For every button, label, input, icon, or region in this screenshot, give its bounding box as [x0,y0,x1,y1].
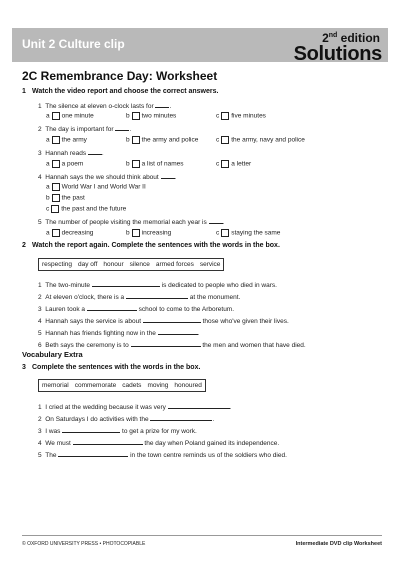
option-letter: a [46,160,50,168]
option-letter: c [216,112,220,120]
word-box [38,258,224,271]
answer-blank[interactable] [131,340,201,347]
checkbox[interactable] [221,112,229,120]
option-text: staying the same [231,229,281,237]
option-letter: b [46,194,50,202]
checkbox[interactable] [52,194,60,202]
checkbox[interactable] [132,160,140,168]
sentence-start: The two-minute [45,282,91,289]
option-text: a list of names [141,160,184,168]
item-number: 5 [38,452,42,459]
sentence-5 [38,450,287,459]
question-number: 3 [38,150,42,157]
sentence-start: Beth says the ceremony is to [45,342,129,349]
checkbox[interactable] [52,112,60,120]
option-a[interactable] [46,160,83,168]
word-item: day off [78,261,98,268]
option-a[interactable] [46,229,93,237]
option-letter: a [46,229,50,237]
checkbox[interactable] [51,205,59,213]
answer-blank[interactable] [161,172,175,179]
item-number: 2 [38,294,42,301]
answer-blank[interactable] [92,280,160,287]
answer-blank[interactable] [168,402,230,409]
sentence-4 [38,316,289,325]
sentence-start: Lauren took a [45,306,86,313]
edition-suffix: nd [328,32,338,39]
question-text: The number of people visiting the memorial each year is [45,219,207,226]
sentence-3 [38,304,234,313]
brand-logo: Solutions [293,43,382,65]
exercise-number: 2 [22,242,26,249]
question-text: The silence at eleven o-clock lasts for [45,103,154,110]
option-letter: a [46,136,50,144]
exercise-instruction: Watch the video report and choose the correct answers. [32,88,219,95]
sentence-start: On Saturdays I do activities with the [45,416,149,423]
sentence-2 [38,292,240,301]
option-text: World War I and World War II [61,183,146,191]
sentence-start: The [45,452,57,459]
word-item: honour [103,261,124,268]
word-item: moving [147,382,169,389]
exercise-number: 1 [22,88,26,95]
answer-blank[interactable] [150,414,215,423]
word-item: silence [129,261,150,268]
answer-blank[interactable] [62,426,120,433]
answer-blank[interactable] [209,217,223,224]
sentence-start: We must [45,440,71,447]
exercise-1-heading [22,88,218,95]
item-number: 3 [38,428,42,435]
option-letter: c [216,160,220,168]
footer-divider [22,535,382,536]
option-text: one minute [61,112,94,120]
item-number: 4 [38,440,42,447]
sentence-end: to get a prize for my work. [122,428,197,435]
option-a[interactable] [46,112,94,120]
item-number: 1 [38,404,42,411]
sentence-end: the men and women that have died. [202,342,306,349]
question-5 [38,217,224,226]
sentence-end: in the town centre reminds us of the soldiers who died. [130,452,287,459]
option-c[interactable] [46,205,126,213]
item-number: 3 [38,306,42,313]
option-letter: b [126,112,130,120]
question-end: . [169,103,172,110]
answer-blank[interactable] [73,438,143,445]
header-bar [12,28,388,65]
checkbox[interactable] [52,136,60,144]
sentence-3 [38,426,197,435]
sentence-start: Hannah says the service is about [45,318,141,325]
item-number: 1 [38,282,42,289]
sentence-6 [38,340,306,349]
exercise-instruction: Complete the sentences with the words in the box. [32,364,201,371]
option-text: the army, navy and police [231,136,305,144]
option-text: the army and police [141,136,199,144]
option-c[interactable] [216,136,305,144]
option-text: the army [61,136,87,144]
checkbox[interactable] [132,229,140,237]
answer-blank[interactable] [158,328,198,335]
sentence-5 [38,328,199,337]
answer-blank[interactable] [88,148,102,155]
question-text: Hannah says the we should think about [45,174,159,181]
option-b[interactable] [126,229,171,237]
answer-blank[interactable] [115,124,132,133]
answer-blank[interactable] [155,101,172,110]
sentence-start: Hannah has friends fighting now in the [45,330,156,337]
answer-blank[interactable] [126,292,188,299]
sentence-start: I cried at the wedding because it was very [45,404,166,411]
option-letter: c [216,229,220,237]
sentence-end: . [229,404,232,411]
item-number: 4 [38,318,42,325]
option-b[interactable] [126,112,176,120]
option-text: decreasing [61,229,94,237]
question-text: Hannah reads [45,150,87,157]
word-item: honoured [174,382,202,389]
sentence-1 [38,402,232,411]
checkbox[interactable] [52,160,60,168]
checkbox[interactable] [132,112,140,120]
question-4 [38,172,176,181]
sentence-end: is dedicated to people who died in wars. [161,282,277,289]
checkbox[interactable] [221,136,229,144]
vocabulary-extra-heading: Vocabulary Extra [22,350,83,359]
option-letter: a [46,183,50,191]
checkbox[interactable] [52,183,60,191]
option-b[interactable] [126,160,184,168]
option-letter: a [46,112,50,120]
copyright-note: © OXFORD UNIVERSITY PRESS • PHOTOCOPIABLE [22,541,146,547]
word-item: memorial [42,382,69,389]
option-letter: c [216,136,220,144]
option-text: five minutes [231,112,266,120]
option-letter: c [46,205,50,213]
sentence-4 [38,438,279,447]
option-text: a poem [61,160,84,168]
sentence-end: the day when Poland gained its independence. [144,440,280,447]
answer-blank[interactable] [87,304,137,311]
sentence-2 [38,414,214,423]
checkbox[interactable] [52,229,60,237]
question-text: The day is important for [45,126,114,133]
question-end: . [129,126,132,133]
item-number: 5 [38,330,42,337]
sentence-end: those who've given their lives. [202,318,289,325]
sentence-end: . [197,330,200,337]
question-number: 4 [38,174,42,181]
option-a[interactable] [46,183,146,191]
checkbox[interactable] [221,160,229,168]
option-letter: b [126,136,130,144]
option-text: increasing [141,229,172,237]
question-2 [38,124,131,133]
sentence-end: at the monument. [189,294,241,301]
item-number: 6 [38,342,42,349]
question-number: 2 [38,126,42,133]
option-letter: b [126,229,130,237]
question-number: 1 [38,103,42,110]
unit-title: Unit 2 Culture clip [22,37,125,51]
item-number: 2 [38,416,42,423]
exercise-instruction: Watch the report again. Complete the sentences with the words in the box. [32,242,280,249]
answer-blank[interactable] [58,450,128,457]
worksheet-title: 2C Remembrance Day: Worksheet [22,69,218,83]
question-end: . [174,174,177,181]
option-c[interactable] [216,160,251,168]
word-item: armed forces [155,261,194,268]
option-text: two minutes [141,112,177,120]
checkbox[interactable] [132,136,140,144]
option-text: the past [61,194,85,202]
question-end: . [222,219,225,226]
option-text: the past and the future [61,205,127,213]
word-item: commemorate [74,382,117,389]
word-box [38,379,206,392]
option-c[interactable] [216,112,266,120]
option-a[interactable] [46,136,87,144]
sentence-start: At eleven o'clock, there is a [45,294,125,301]
exercise-3-heading [22,364,200,371]
answer-blank[interactable] [143,316,201,323]
checkbox[interactable] [221,229,229,237]
question-end: . [101,150,104,157]
word-item: cadets [122,382,142,389]
option-b[interactable] [46,194,85,202]
question-3 [38,148,104,157]
sentence-end: . [212,416,215,423]
edition-word: edition [337,31,380,45]
sentence-1 [38,280,277,289]
question-number: 5 [38,219,42,226]
option-c[interactable] [216,229,280,237]
word-item: respecting [42,261,72,268]
question-1 [38,101,171,110]
option-letter: b [126,160,130,168]
edition-number: 2 [322,31,329,45]
option-b[interactable] [126,136,198,144]
sentence-start: I was [45,428,61,435]
word-item: service [199,261,221,268]
exercise-number: 3 [22,364,26,371]
exercise-2-heading [22,242,280,249]
footer-worksheet-label: Intermediate DVD clip Worksheet [295,541,382,547]
sentence-end: school to come to the Arboretum. [138,306,235,313]
option-text: a letter [231,160,252,168]
